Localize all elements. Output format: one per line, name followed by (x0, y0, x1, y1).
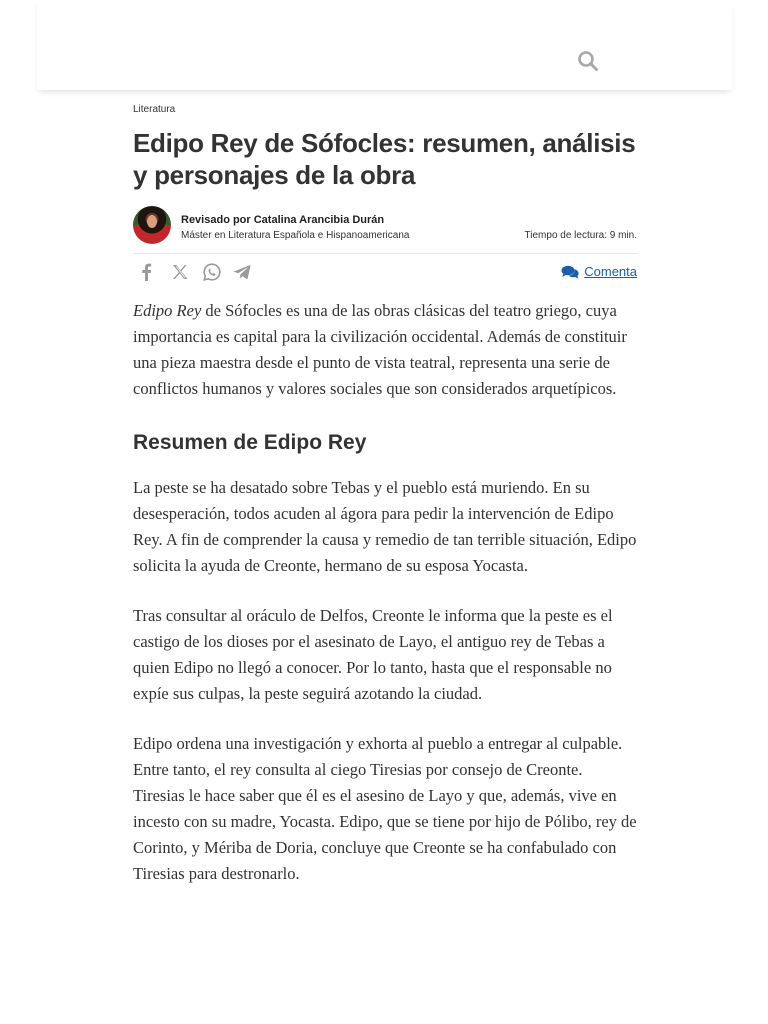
author-block (133, 206, 637, 254)
share-bar (133, 254, 637, 288)
paragraph-1: La peste se ha desatado sobre Tebas y el pueblo está muriendo. En su desesperación, todos acuden al ágora para pedir la intervención de Edipo Rey. A fin de comprender la causa y remedio de tan terrible situación, Edipo solicita la ayuda de Creonte, hermano de su esposa Yocasta. (133, 478, 637, 575)
category-link[interactable]: Literatura (133, 104, 176, 115)
search-icon[interactable] (577, 50, 599, 72)
paragraph-3: Edipo ordena una investigación y exhorta al pueblo a entregar al culpable. Entre tanto, el rey consulta al ciego Tiresias por consejo de Creonte. Tiresias le hace saber que él es el asesino de Layo y que, además, vive en incesto con su madre, Yocasta. Edipo, que se tiene por hijo de Pólibo, rey de Corinto, y Mériba de Doria, concluye que Creonte se ha confabulado con Tiresias para destronarlo. (133, 734, 637, 883)
page-title: Edipo Rey de Sófocles: resumen, análisis y personajes de la obra (133, 128, 636, 190)
article (133, 100, 637, 887)
facebook-icon[interactable] (137, 262, 157, 282)
reviewer-title: Máster en Literatura Española e Hispanoamericana (181, 230, 410, 241)
site-header (37, 0, 732, 90)
x-icon[interactable] (170, 262, 190, 282)
telegram-icon[interactable] (232, 262, 252, 282)
section-heading: Resumen de Edipo Rey (133, 431, 367, 454)
reading-time: Tiempo de lectura: 9 min. (524, 230, 637, 241)
paragraph-2: Tras consultar al oráculo de Delfos, Creonte le informa que la peste es el castigo de los dioses por el asesinato de Layo, el antiguo rey de Tebas a quien Edipo no llegó a conocer. Por lo tanto, hasta que el responsable no expíe sus culpas, la peste seguirá azotando la ciudad. (133, 606, 613, 703)
whatsapp-icon[interactable] (202, 262, 222, 282)
intro-title-emphasis: Edipo Rey (133, 301, 202, 320)
avatar[interactable] (133, 206, 171, 244)
comment-button[interactable] (561, 264, 637, 279)
comments-icon (561, 265, 579, 279)
reviewer-name[interactable]: Revisado por Catalina Arancibia Durán (181, 214, 385, 226)
intro-text: de Sófocles es una de las obras clásicas del teatro griego, cuya importancia es capital para la civilización occidental. Además de constituir una pieza maestra desde el punto de vista teatral, representa una serie de conflictos humanos y valores sociales que son considerados arquetípicos. (133, 301, 627, 398)
intro-paragraph (133, 298, 637, 402)
comment-label[interactable]: Comenta (584, 264, 637, 279)
